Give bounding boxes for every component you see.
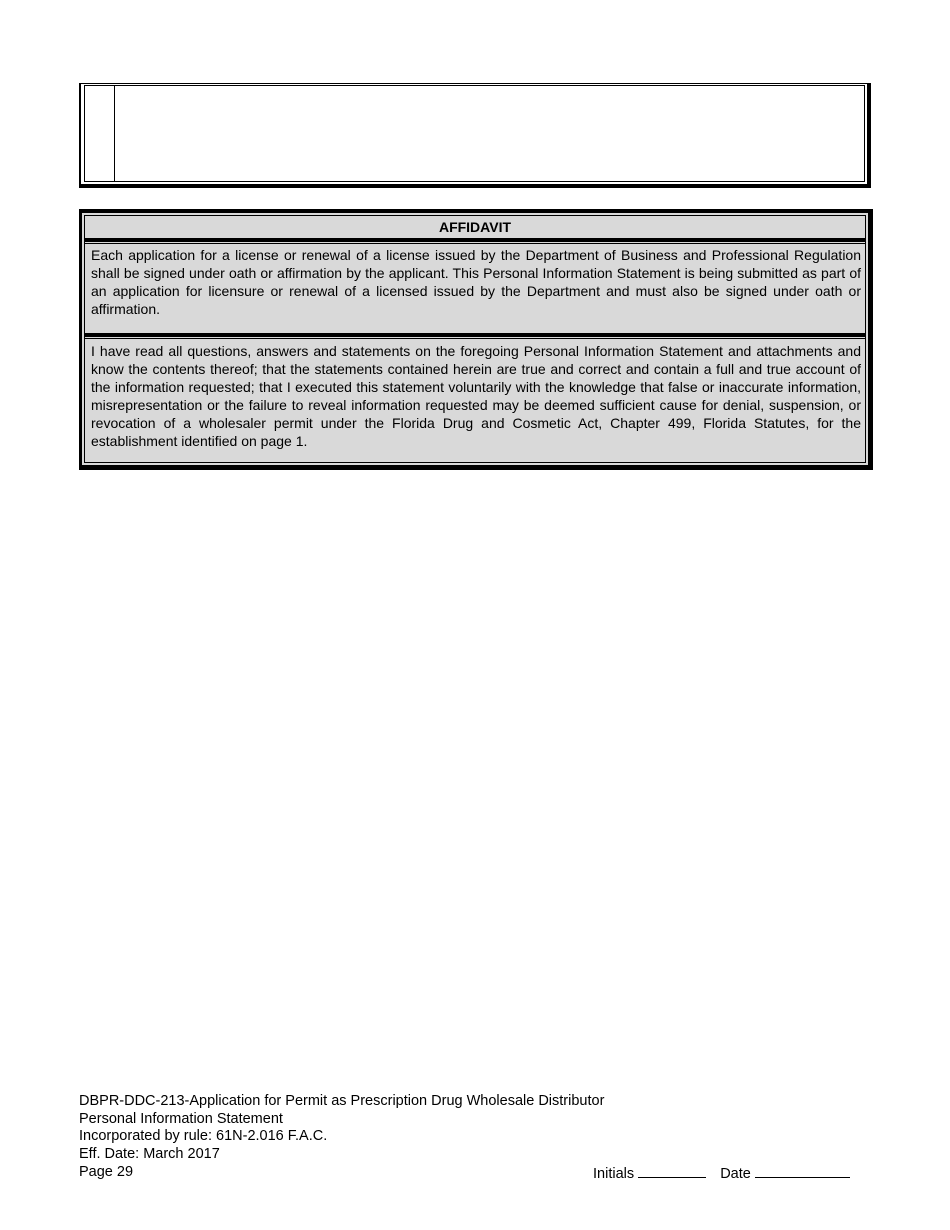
footer-rule-reference: Incorporated by rule: 61N-2.016 F.A.C.: [79, 1128, 328, 1145]
affidavit-inner-border: [84, 215, 866, 463]
affidavit-paragraph-divider: [85, 333, 865, 339]
page-footer: [79, 1093, 604, 1182]
footer-page-number: Page 29: [79, 1163, 134, 1180]
footer-effective-date: Eff. Date: March 2017: [79, 1146, 220, 1163]
continuation-table-column-divider: [114, 86, 115, 181]
affidavit-title: AFFIDAVIT: [438, 219, 512, 235]
date-field[interactable]: [755, 1164, 850, 1178]
date-label: Date: [720, 1166, 751, 1182]
footer-section-name: Personal Information Statement: [79, 1110, 283, 1127]
affidavit-paragraph-oath: Each application for a license or renewal of a license issued by the Department of Business and Professional Regulation shall be signed under oath or affirmation by the applicant. This Personal Information Statement is being submitted as part of an application for licensure or renewal of a licensed issued by the Department and must also be signed under oath or affirmation.: [91, 247, 861, 317]
footer-form-title: DBPR-DDC-213-Application for Permit as Prescription Drug Wholesale Distributor: [79, 1093, 605, 1109]
initials-label: Initials: [593, 1166, 635, 1182]
affidavit-title-divider: [85, 238, 865, 244]
affidavit-paragraph-statement: I have read all questions, answers and statements on the foregoing Personal Information Statement and attachments and know the contents thereof; that the statements contained herein are true and correct and contain a full and true account of the information requested; that I executed this statement voluntarily with the knowledge that false or inaccurate information, misrepresentation or the failure to reveal information requested may be deemed sufficient cause for denial, suspension, or revocation of a wholesaler permit under the Florida Drug and Cosmetic Act, Chapter 499, Florida Statutes, for the establishment identified on page 1.: [91, 343, 861, 449]
initials-date-fields: [593, 1164, 850, 1182]
continuation-table: [79, 83, 871, 188]
continuation-table-inner: [84, 85, 865, 182]
affidavit-section: [79, 209, 873, 470]
initials-field[interactable]: [638, 1164, 706, 1178]
